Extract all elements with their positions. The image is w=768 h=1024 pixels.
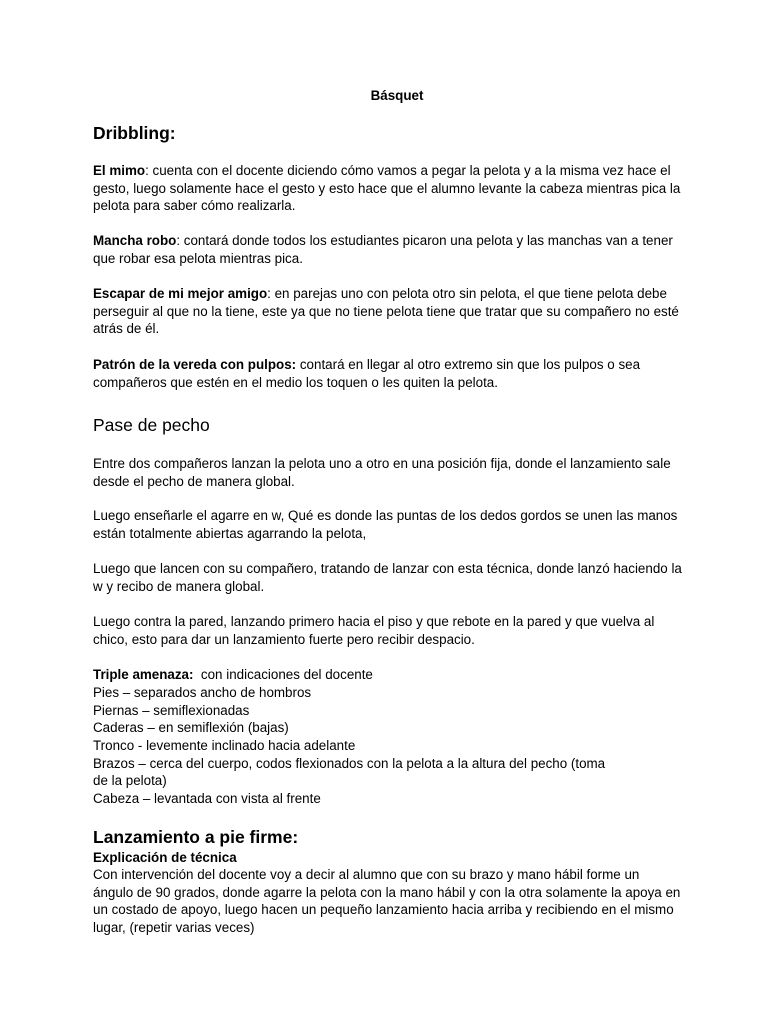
triple-amenaza-heading	[93, 666, 373, 684]
item-text: : cuenta con el docente diciendo cómo vamos a pegar la pelota y a la misma vez hace el gesto, luego solamente hace el gesto y esto hace que el alumno levante la cabeza mientras pica la pelota para saber cómo realizarla.	[93, 163, 681, 214]
triple-amenaza-line: de la pelota)	[93, 773, 167, 788]
lanzamiento-paragraph: Con intervención del docente voy a decir al alumno que con su brazo y mano hábil forme un ángulo de 90 grados, donde agarre la pelota con la mano hábil y con la otra solamente la apoya en un costado de apoyo, luego hacen un pequeño lanzamiento hacia arriba y recibiendo en el mismo lugar, (repetir varias veces)	[93, 867, 681, 935]
dribbling-item-el-mimo	[93, 162, 683, 215]
item-term: Patrón de la vereda con pulpos:	[93, 357, 297, 372]
pase-paragraph: Luego que lancen con su compañero, tratando de lanzar con esta técnica, donde lanzó haciendo la w y recibo de manera global.	[93, 561, 682, 594]
triple-amenaza-term: Triple amenaza:	[93, 667, 194, 682]
item-text: : contará donde todos los estudiantes picaron una pelota y las manchas van a tener que robar esa pelota mientras pica.	[93, 233, 673, 266]
pase-paragraph: Luego contra la pared, lanzando primero hacia el piso y que rebote en la pared y que vuelva al chico, esto para dar un lanzamiento fuerte pero recibir despacio.	[93, 614, 655, 647]
item-text: contará en llegar al otro extremo sin que los pulpos o sea compañeros que estén en el medio los toquen o les quiten la pelota.	[93, 357, 641, 390]
pase-paragraph: Luego enseñarle el agarre en w, Qué es donde las puntas de los dedos gordos se unen las manos están totalmente abiertas agarrando la pelota,	[93, 508, 678, 541]
triple-amenaza-line: Cabeza – levantada con vista al frente	[93, 791, 321, 806]
triple-amenaza-line: Pies – separados ancho de hombros	[93, 685, 312, 700]
triple-amenaza-text: con indicaciones del docente	[193, 667, 373, 682]
dribbling-item-patron	[93, 356, 683, 391]
triple-amenaza-line: Caderas – en semiflexión (bajas)	[93, 720, 289, 735]
item-term: Escapar de mi mejor amigo	[93, 286, 268, 301]
lanzamiento-subheading-text: Explicación de técnica	[93, 850, 237, 865]
item-term: Mancha robo	[93, 233, 177, 248]
lanzamiento-subheading	[93, 849, 237, 867]
pase-paragraph: Entre dos compañeros lanzan la pelota uno a otro en una posición fija, donde el lanzamiento sale desde el pecho de manera global.	[93, 456, 671, 489]
triple-amenaza-line: Piernas – semiflexionadas	[93, 703, 250, 718]
section-heading-pase-de-pecho: Pase de pecho	[93, 415, 210, 435]
triple-amenaza-line: Brazos – cerca del cuerpo, codos flexionados con la pelota a la altura del pecho (toma	[93, 756, 606, 771]
dribbling-item-mancha-robo	[93, 232, 683, 267]
dribbling-item-escapar	[93, 285, 683, 338]
section-heading-dribbling: Dribbling:	[93, 123, 176, 143]
section-heading-lanzamiento: Lanzamiento a pie firme:	[93, 827, 299, 847]
triple-amenaza-line: Tronco - levemente inclinado hacia adelante	[93, 738, 356, 753]
item-text: : en parejas uno con pelota otro sin pelota, el que tiene pelota debe perseguir al que no la tiene, este ya que no tiene pelota tiene que tratar que su compañero no esté atrás de él.	[93, 286, 679, 337]
document-title: Básquet	[370, 88, 424, 103]
item-term: El mimo	[93, 163, 146, 178]
